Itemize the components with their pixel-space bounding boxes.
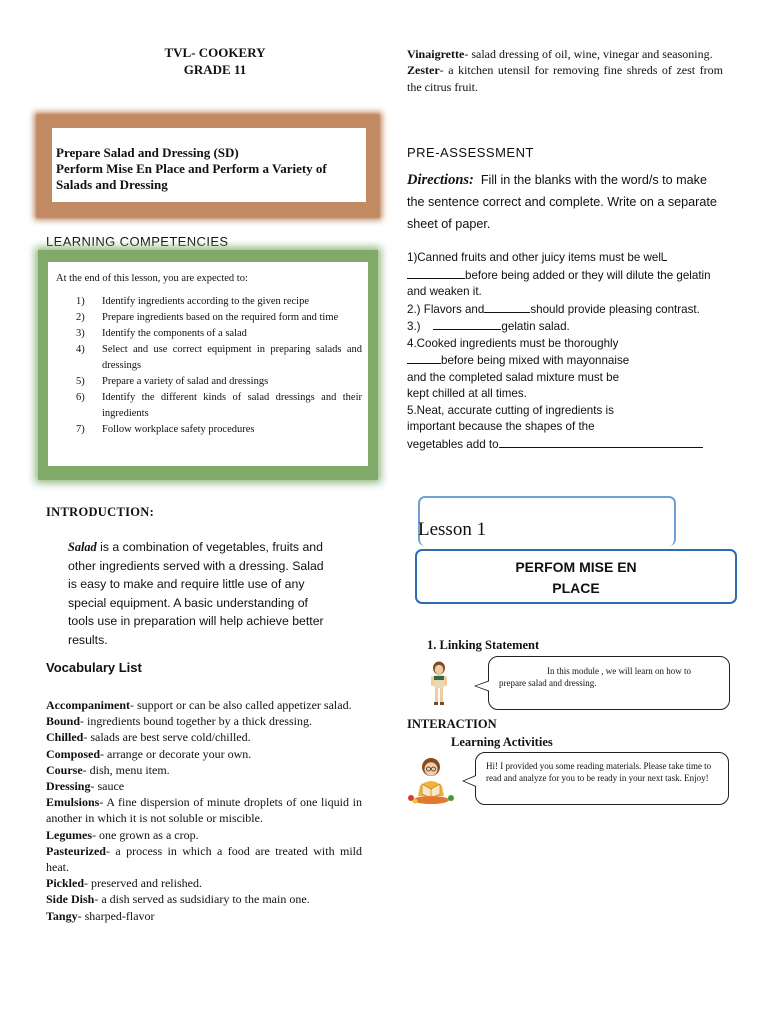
fill-in-blank-questions — [407, 249, 727, 453]
vocab-definition: - A fine dispersion of minute droplets of one liquid in another in which it is not soluble or miscible. — [46, 795, 362, 826]
subject-title: TVL- COOKERY — [164, 45, 266, 60]
competency-item — [56, 326, 362, 342]
competency-item — [56, 390, 362, 422]
competencies-title: LEARNING COMPETENCIES — [46, 234, 229, 249]
vocab-term: Course — [46, 762, 83, 777]
vocab-term: Bound — [46, 714, 81, 729]
vocab-definition: - ingredients bound together by a thick dressing. — [80, 714, 312, 729]
question-4-cont: and the completed salad mixture must be — [407, 370, 620, 384]
vocab-term: Pickled — [46, 876, 84, 891]
question-2 — [407, 301, 727, 319]
vocab-definition: - salads are best serve cold/chilled. — [83, 730, 251, 745]
activities-speech-bubble — [475, 752, 729, 805]
vocab-term: Vinaigrette — [407, 47, 465, 61]
vocab-item — [46, 697, 362, 713]
vocab-item — [46, 778, 362, 794]
competencies-list — [56, 294, 362, 438]
vocab-term: Tangy — [46, 908, 78, 923]
vocab-item — [46, 713, 362, 729]
student-girl-icon — [428, 660, 450, 706]
vocab-definition: - a process in which a food are treated with mild heat. — [46, 843, 362, 875]
item-text: Prepare ingredients based on the required form and time — [102, 312, 339, 323]
question-text: gelatin salad. — [501, 320, 570, 333]
vocabulary-continued — [407, 46, 723, 95]
question-text: 4.Cooked ingredients must be thoroughly — [407, 336, 619, 350]
item-text: Select and use correct equipment in preparing salads and dressings — [102, 344, 362, 371]
vocab-definition: - sauce — [90, 779, 125, 794]
vocab-term: Accompaniment — [46, 698, 130, 712]
competency-item — [56, 422, 362, 438]
question-text: 2.) Flavors and — [407, 302, 485, 316]
lesson-title-box — [415, 549, 737, 604]
vocab-definition: - arrange or decorate your own. — [100, 746, 252, 761]
item-number: 2) — [76, 312, 85, 323]
vocab-definition: - a dish served as sudsidiary to the main one. — [94, 892, 310, 907]
lesson-title-line-2: PLACE — [552, 580, 600, 596]
vocab-definition: - a kitchen utensil for removing fine shreds of zest from the citrus fruit. — [407, 63, 723, 94]
answer-blank — [663, 249, 667, 261]
introduction-paragraph — [68, 538, 326, 649]
answer-blank — [499, 436, 703, 448]
question-4-cont — [407, 352, 727, 370]
vocab-term: Emulsions — [46, 795, 100, 810]
item-number: 3) — [76, 328, 85, 339]
grade-level: GRADE 11 — [183, 62, 247, 77]
competency-item — [56, 310, 362, 326]
question-5-cont — [407, 436, 727, 454]
vocab-item — [46, 746, 362, 762]
linking-statement-title: 1. Linking Statement — [427, 638, 540, 652]
answer-blank — [433, 318, 501, 330]
answer-blank — [484, 301, 530, 313]
activities-text: Hi! I provided you some reading materials. Please take time to read and analyze for you to be ready in your next task. Enjoy! — [486, 761, 712, 783]
question-text: should provide pleasing contrast. — [530, 302, 700, 316]
competency-item — [56, 342, 362, 374]
question-text: 3.) — [407, 320, 421, 333]
introduction-keyword: Salad — [68, 540, 97, 554]
learning-activities-title: Learning Activities — [451, 735, 553, 749]
question-text: vegetables add to — [407, 437, 499, 451]
topic-line-2: Perform Mise En Place and Perform a Variety of — [56, 161, 327, 176]
directions-text: Fill in the blanks with the word/s to make the sentence correct and complete. Write on a separate sheet of paper. — [407, 173, 717, 231]
competencies-box — [48, 262, 368, 466]
item-text: Follow workplace safety procedures — [102, 424, 255, 435]
question-text: before being mixed with mayonnaise — [441, 354, 630, 367]
vocab-term: Pasteurized — [46, 843, 106, 858]
topic-box — [52, 128, 366, 202]
question-5-cont: important because the shapes of the — [407, 420, 595, 433]
vocab-term: Chilled — [46, 730, 84, 745]
vocab-item — [46, 729, 362, 745]
speech-bubble-tail-fill — [464, 776, 476, 786]
vocab-term: Zester — [407, 63, 440, 78]
question-1-cont — [407, 267, 727, 301]
item-text: Identify ingredients according to the given recipe — [102, 296, 310, 307]
interaction-title: INTERACTION — [407, 717, 497, 731]
lesson-title-line-1: PERFOM MISE EN — [515, 559, 637, 575]
linking-speech-bubble — [488, 656, 730, 710]
vocabulary-list — [46, 697, 362, 924]
question-4 — [407, 336, 727, 353]
preassessment-title: PRE-ASSESSMENT — [407, 145, 534, 160]
vocab-item — [46, 762, 362, 778]
item-number: 6) — [76, 392, 85, 403]
vocab-definition: - salad dressing of oil, wine, vinegar and seasoning. — [464, 47, 713, 61]
speech-bubble-tail-fill — [476, 681, 490, 691]
item-text: Prepare a variety of salad and dressings — [102, 376, 269, 387]
competency-item — [56, 294, 362, 310]
answer-blank — [407, 267, 465, 279]
girl-reading-book-icon — [406, 754, 456, 806]
vocab-definition: - support or can be also called appetizer salad. — [130, 698, 352, 712]
topic-line-3: Salads and Dressing — [56, 177, 168, 192]
item-number: 7) — [76, 424, 85, 435]
vocab-item — [46, 908, 362, 924]
item-number: 1) — [76, 296, 85, 307]
linking-text: In this module , we will learn on how to prepare salad and dressing. — [499, 666, 691, 688]
lesson-label: Lesson 1 — [418, 519, 487, 540]
introduction-heading — [46, 505, 154, 520]
directions-paragraph — [407, 169, 725, 235]
competencies-intro: At the end of this lesson, you are expected to: — [56, 273, 248, 284]
answer-blank — [407, 352, 441, 364]
vocab-item — [46, 875, 362, 891]
topic-line-1: Prepare Salad and Dressing (SD) — [56, 145, 239, 160]
vocab-item — [46, 794, 362, 826]
competency-item — [56, 374, 362, 390]
vocab-term: Side Dish — [46, 892, 95, 907]
vocab-term: Composed — [46, 746, 101, 761]
vocabulary-title: Vocabulary List — [46, 660, 142, 675]
vocab-definition: - dish, menu item. — [82, 762, 170, 777]
vocab-term: Dressing — [46, 779, 91, 794]
question-text: before being added or they will dilute the gelatin and weaken it. — [407, 268, 711, 298]
question-text: 1)Canned fruits and other juicy items must be well — [407, 251, 664, 264]
question-5: 5.Neat, accurate cutting of ingredients is — [407, 403, 614, 417]
vocab-item — [46, 827, 362, 843]
question-3 — [407, 318, 727, 336]
vocab-item — [46, 891, 362, 907]
introduction-text: is a combination of vegetables, fruits and other ingredients served with a dressing. Salad is easy to make and require little use of any special equipment. A basic understanding of tools use in preparation will help achieve better results. — [68, 540, 324, 647]
vocab-definition: - preserved and relished. — [84, 876, 202, 891]
vocab-item — [407, 62, 723, 95]
introduction-title: INTRODUCTION: — [46, 505, 155, 519]
document-header — [120, 44, 310, 78]
item-text: Identify the components of a salad — [102, 328, 247, 339]
directions-label: Directions: — [407, 172, 474, 188]
vocab-item — [407, 46, 723, 62]
item-number: 4) — [76, 344, 85, 355]
vocab-term: Legumes — [46, 827, 92, 842]
vocab-definition: - sharped-flavor — [77, 908, 155, 923]
vocab-definition: - one grown as a crop. — [92, 827, 199, 842]
item-text: Identify the different kinds of salad dressings and their ingredients — [102, 392, 362, 419]
question-1 — [407, 249, 727, 267]
question-4-cont: kept chilled at all times. — [407, 387, 527, 400]
item-number: 5) — [76, 376, 85, 387]
vocab-item — [46, 843, 362, 875]
